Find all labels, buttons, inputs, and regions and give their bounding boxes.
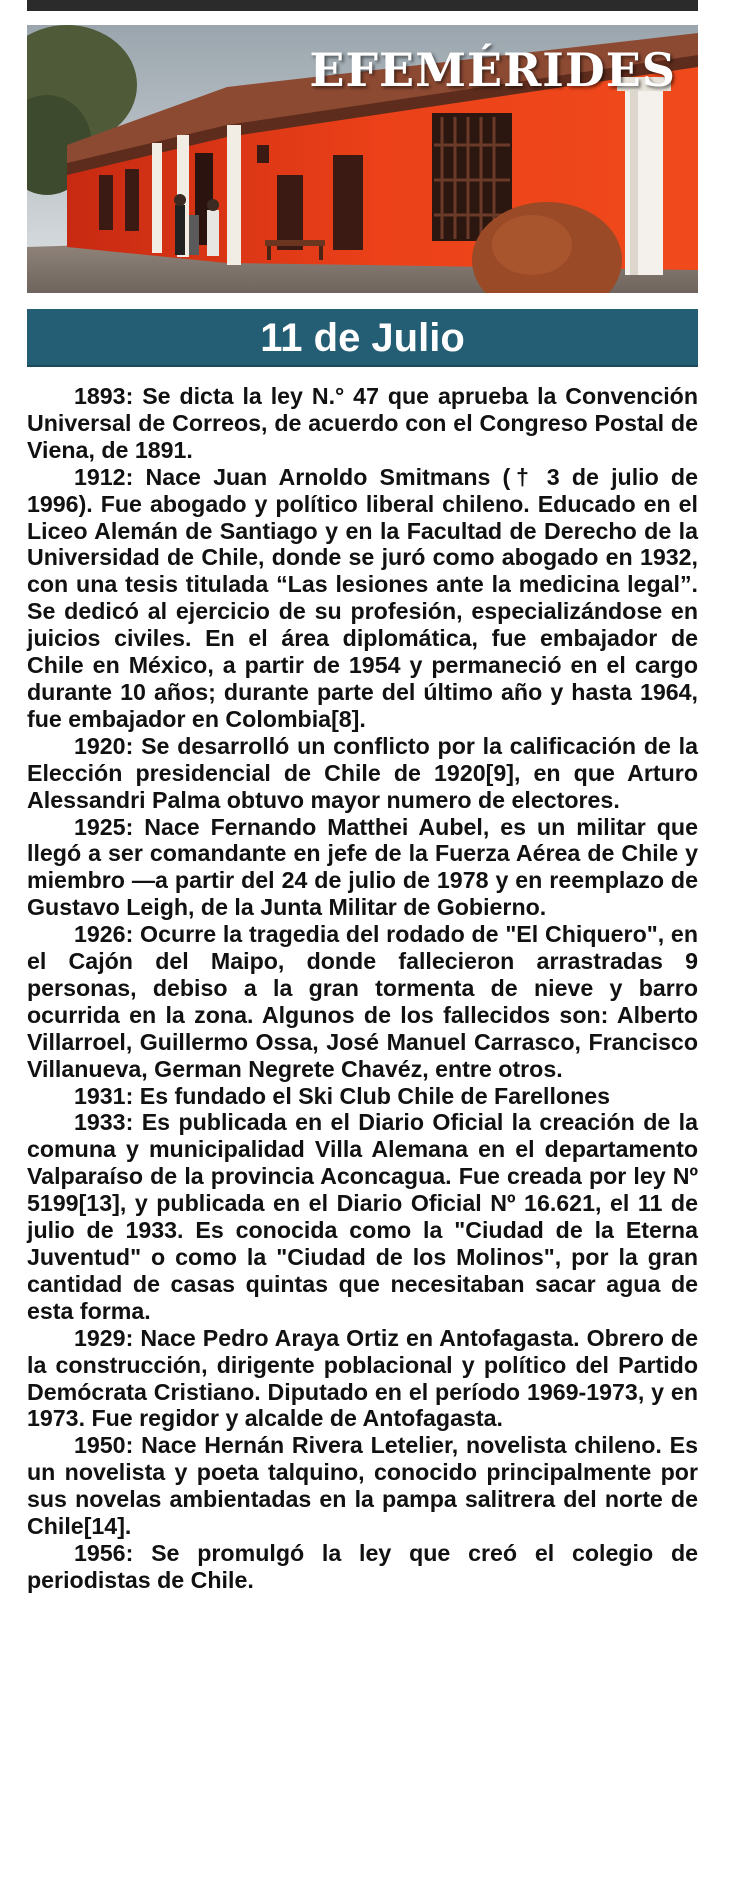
ephemeris-entry: 1912: Nace Juan Arnoldo Smitmans († 3 de julio de 1996). Fue abogado y político liberal chileno. Educado en el Liceo Alemán de Santiago y en la Facultad de Derecho de la Universidad de Chile, donde se juró como abogado en 1932, con una tesis titulada “Las lesiones ante la medicina legal”. Se dedicó al ejercicio de su profesión, especializándose en juicios civiles. En el área diplomática, fue embajador de Chile en México, a partir de 1954 y permaneció en el cargo durante 10 años; durante parte del último año y hasta 1964, fue embajador en Colombia[8]. <box>27 463 698 732</box>
top-rule <box>27 0 698 11</box>
ephemeris-entry: 1925: Nace Fernando Matthei Aubel, es un militar que llegó a ser comandante en jefe de la Fuerza Aérea de Chile y miembro —a partir del 24 de julio de 1978 y en reemplazo de Gustavo Leigh, de la Junta Militar de Gobierno. <box>27 813 698 921</box>
ephemeris-entry: 1931: Es fundado el Ski Club Chile de Farellones <box>74 1082 611 1109</box>
ephemeris-entry: 1950: Nace Hernán Rivera Letelier, novelista chileno. Es un novelista y poeta talquino, conocido principalmente por sus novelas ambientadas en la pampa salitrera del norte de Chile[14]. <box>27 1432 698 1540</box>
ephemerides-list <box>27 383 698 1594</box>
ephemeris-entry: 1926: Ocurre la tragedia del rodado de "El Chiquero", en el Cajón del Maipo, donde fallecieron arrastradas 9 personas, debiso a la gran tormenta de nieve y barro ocurrida en la zona. Algunos de los fallecidos son: Alberto Villarroel, Guillermo Ossa, José Manuel Carrasco, Francisco Villanueva, German Negrete Chavéz, entre otros. <box>27 921 698 1082</box>
header-photo <box>27 25 698 293</box>
ephemeris-entry: 1929: Nace Pedro Araya Ortiz en Antofagasta. Obrero de la construcción, dirigente poblacional y político del Partido Demócrata Cristiano. Diputado en el período 1969-1973, y en 1973. Fue regidor y alcalde de Antofagasta. <box>27 1324 698 1432</box>
ephemeris-entry: 1893: Se dicta la ley N.° 47 que aprueba la Convención Universal de Correos, de acuerdo con el Congreso Postal de Viena, de 1891. <box>27 383 698 463</box>
ephemeris-entry: 1933: Es publicada en el Diario Oficial la creación de la comuna y municipalidad Villa Alemana en el departamento Valparaíso de la provincia Aconcagua. Fue creada por ley Nº 5199[13], y publicada en el Diario Oficial Nº 16.621, el 11 de julio de 1933. Es conocida como la "Ciudad de la Eterna Juventud" o como la "Ciudad de los Molinos", por la gran cantidad de casas quintas que necesitaban sacar agua de esta forma. <box>27 1109 698 1324</box>
section-title: EFEMÉRIDES <box>309 43 676 97</box>
date-banner <box>27 309 698 367</box>
ephemeris-entry: 1920: Se desarrolló un conflicto por la calificación de la Elección presidencial de Chile de 1920[9], en que Arturo Alessandri Palma obtuvo mayor numero de electores. <box>27 732 698 813</box>
date-heading: 11 de Julio <box>260 316 465 360</box>
ephemeris-entry: 1956: Se promulgó la ley que creó el colegio de periodistas de Chile. <box>27 1539 698 1593</box>
